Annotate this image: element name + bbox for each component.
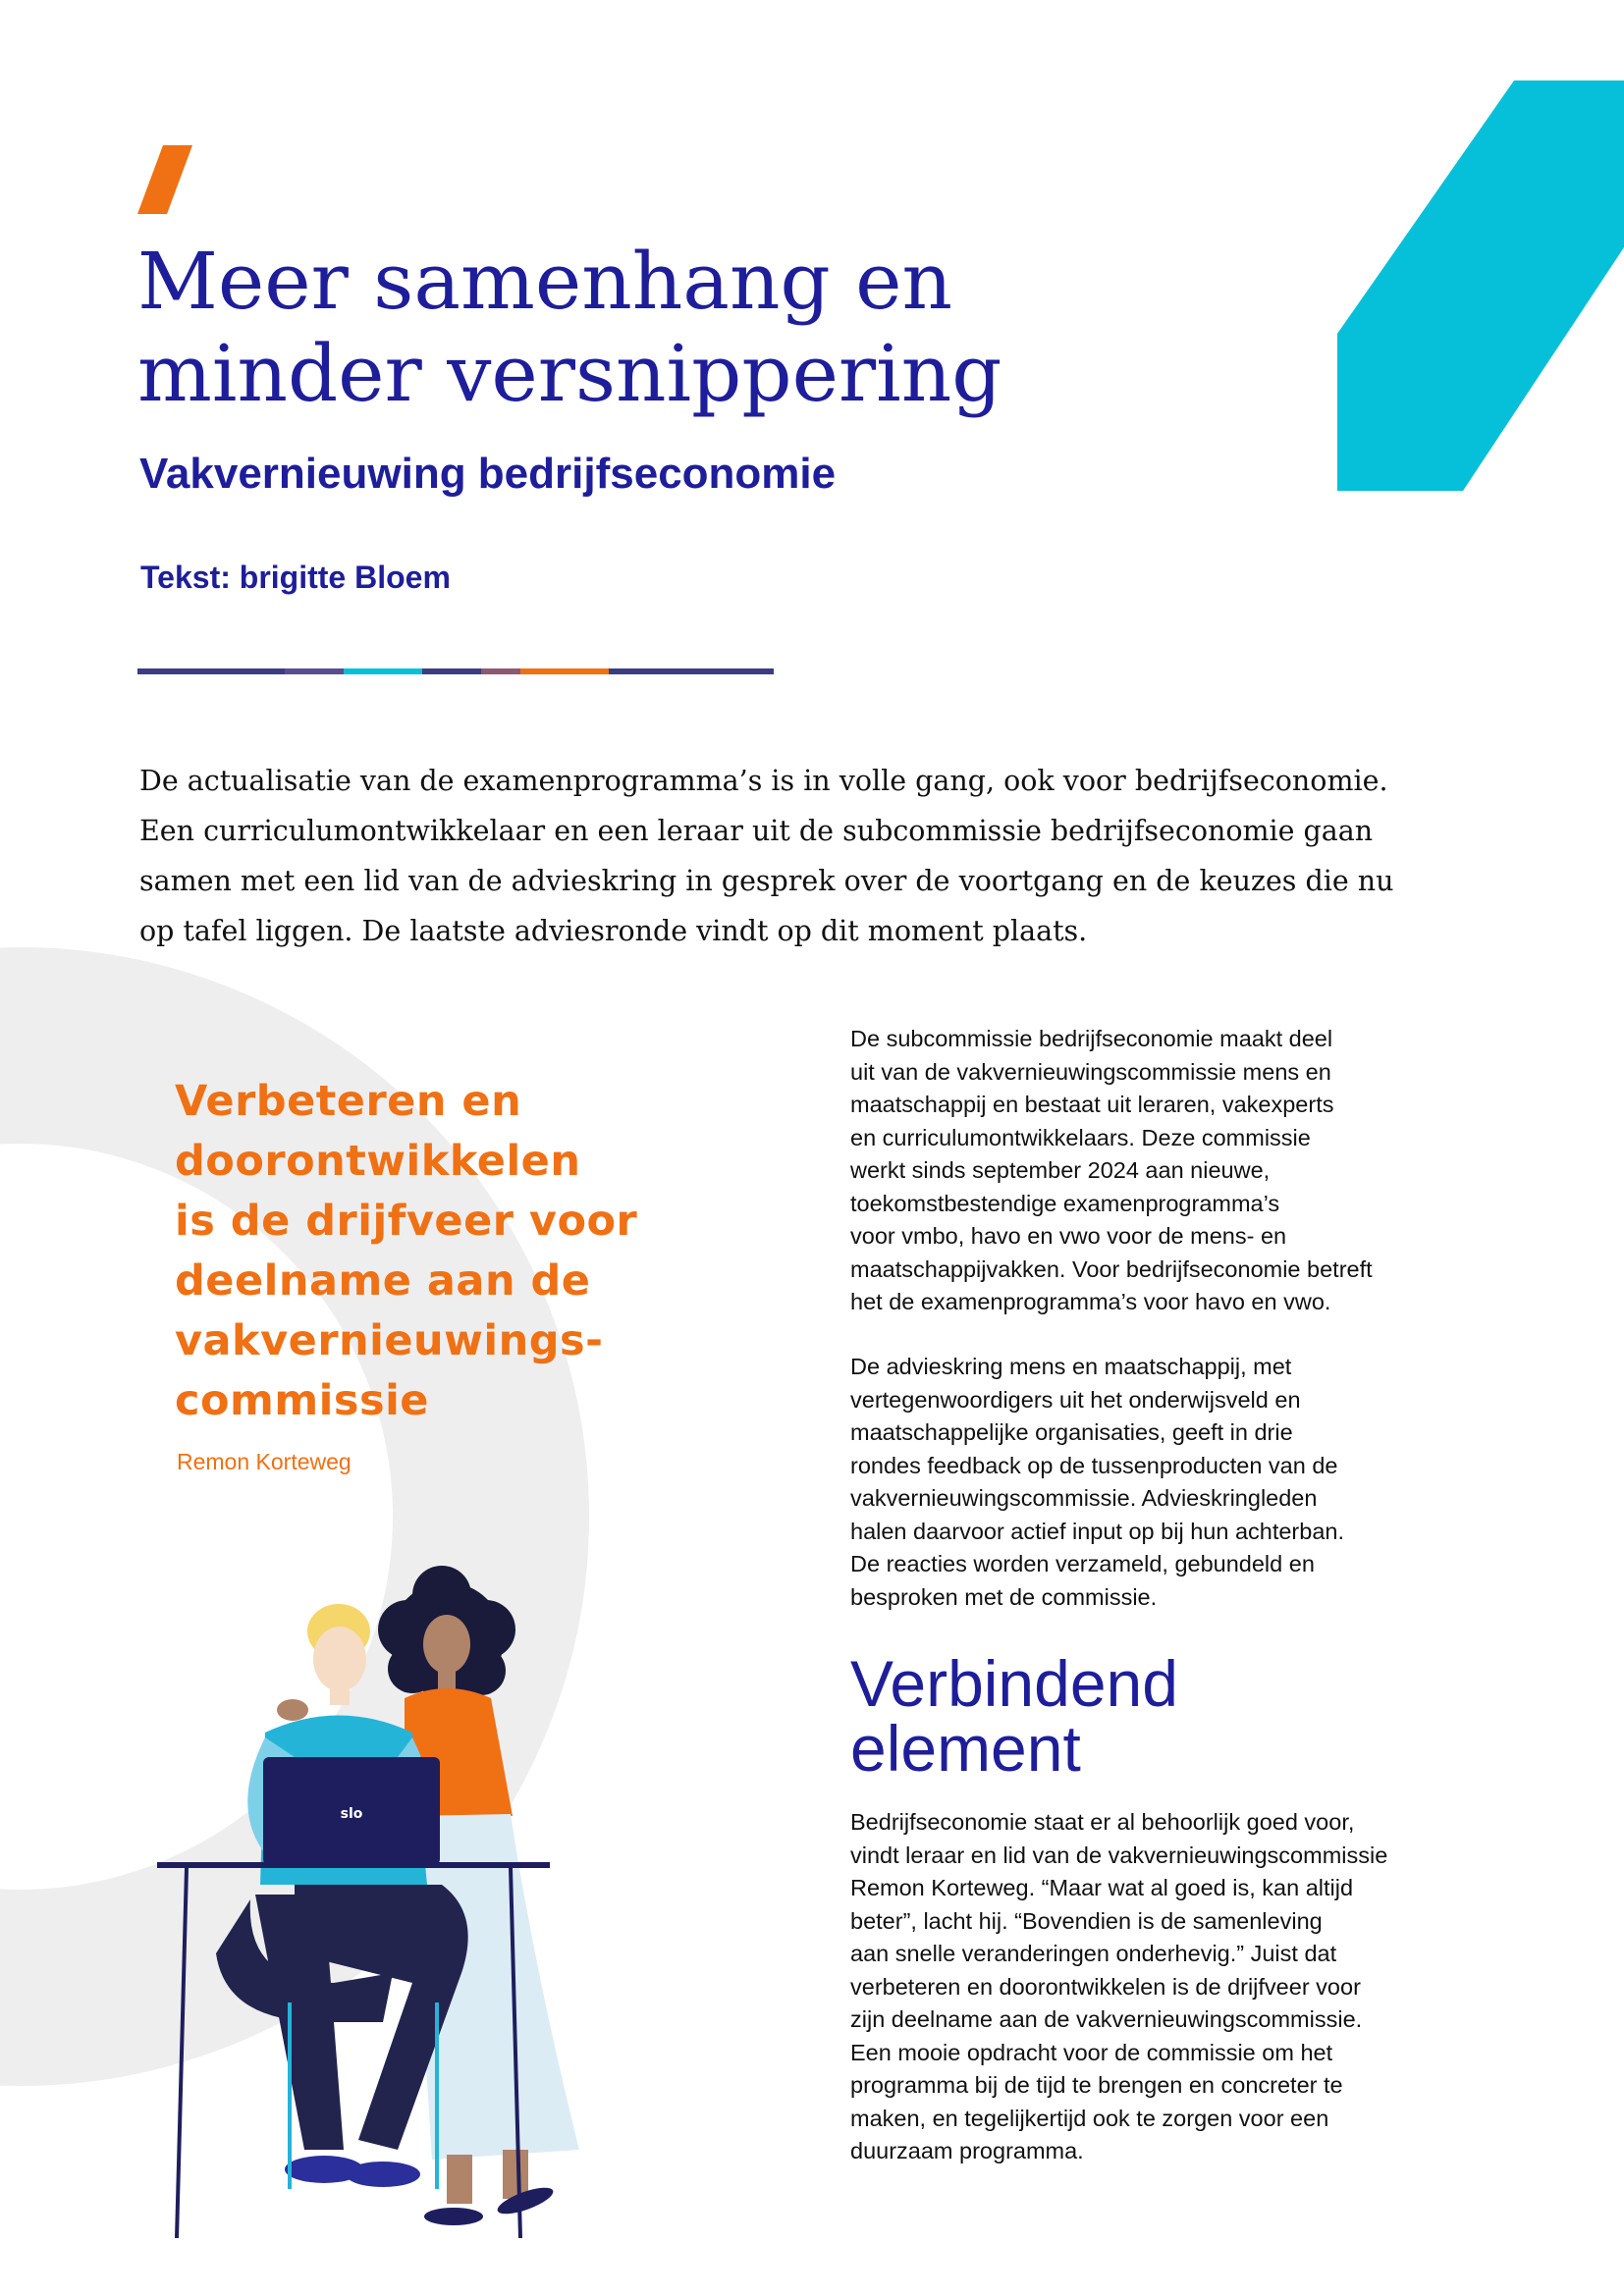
body-line: De subcommissie bedrijfseconomie maakt deel xyxy=(850,1026,1333,1051)
body-line: maken, en tegelijkertijd ook te zorgen voor een xyxy=(850,2105,1329,2131)
laptop xyxy=(263,1757,440,1865)
orange-slash-accent xyxy=(137,145,196,214)
body-paragraph-1 xyxy=(850,1023,1489,1319)
body-line: en curriculumontwikkelaars. Deze commissie xyxy=(850,1124,1311,1150)
body-line: het de examenprogramma’s voor havo en vwo. xyxy=(850,1289,1331,1314)
body-line: De reacties worden verzameld, gebundeld en xyxy=(850,1551,1315,1576)
quote-line: Verbeteren en xyxy=(175,1077,522,1126)
body-line: halen daarvoor actief input op bij hun achterban. xyxy=(850,1518,1344,1544)
quote-line: vakvernieuwings- xyxy=(175,1316,604,1365)
intro-line: Een curriculumontwikkelaar en een leraar uit de subcommissie bedrijfseconomie gaan xyxy=(139,815,1374,847)
body-line: vakvernieuwingscommissie. Advieskringleden xyxy=(850,1485,1318,1511)
quote-line: commissie xyxy=(175,1376,429,1425)
body-paragraph-2 xyxy=(850,1351,1489,1614)
body-line: maatschappij en bestaat uit leraren, vakexperts xyxy=(850,1092,1334,1117)
body-line: vindt leraar en lid van de vakvernieuwingscommissie xyxy=(850,1842,1388,1868)
intro-line: samen met een lid van de advieskring in gesprek over de voortgang en de keuzes die nu xyxy=(139,865,1394,897)
people-at-laptop-illustration xyxy=(147,1561,599,2238)
cyan-corner-shape xyxy=(1337,80,1624,491)
body-line: zijn deelname aan de vakvernieuwingscommissie. xyxy=(850,2006,1363,2032)
body-line: verbeteren en doorontwikkelen is de drijfveer voor xyxy=(850,1973,1361,2000)
body-line: Een mooie opdracht voor de commissie om het xyxy=(850,2039,1333,2065)
quote-author: Remon Korteweg xyxy=(177,1449,352,1474)
body-line: maatschappijvakken. Voor bedrijfseconomie betreft xyxy=(850,1255,1373,1282)
body-line: programma bij de tijd te brengen en concreter te xyxy=(850,2072,1343,2098)
body-line: Remon Korteweg. “Maar wat al goed is, kan altijd xyxy=(850,1875,1354,1900)
subtitle: Vakvernieuwing bedrijfseconomie xyxy=(139,450,837,498)
body-line: werkt sinds september 2024 aan nieuwe, xyxy=(850,1157,1271,1183)
man-legs xyxy=(216,1885,468,2189)
body-line: beter”, lacht hij. “Bovendien is de samenleving xyxy=(850,1907,1323,1934)
body-line: Bedrijfseconomie staat er al behoorlijk goed voor, xyxy=(850,1809,1355,1835)
header-divider xyxy=(137,668,774,674)
section-heading-line: element xyxy=(850,1712,1081,1785)
body-paragraph-3 xyxy=(850,1806,1489,2168)
title-line: minder versnippering xyxy=(137,328,1002,419)
quote-line: deelname aan de xyxy=(175,1256,591,1306)
laptop-logo: slo xyxy=(340,1806,363,1822)
intro-paragraph xyxy=(139,756,1494,956)
quote-line: doorontwikkelen xyxy=(175,1137,581,1186)
page-title xyxy=(137,236,1001,420)
section-heading-line: Verbindend xyxy=(850,1647,1178,1720)
body-line: maatschappelijke organisaties, geeft in drie xyxy=(850,1419,1293,1445)
body-line: voor vmbo, havo en vwo voor de mens- en xyxy=(850,1223,1287,1249)
quote-line: is de drijfveer voor xyxy=(175,1197,638,1246)
body-line: aan snelle veranderingen onderhevig.” Juist dat xyxy=(850,1941,1337,1966)
body-line: duurzaam programma. xyxy=(850,2138,1084,2163)
body-line: rondes feedback op de tussenproducten van de xyxy=(850,1452,1338,1478)
body-line: besproken met de commissie. xyxy=(850,1583,1158,1610)
intro-line: op tafel liggen. De laatste adviesronde vindt op dit moment plaats. xyxy=(139,915,1088,947)
byline: Tekst: brigitte Bloem xyxy=(140,560,451,595)
intro-line: De actualisatie van de examenprogramma’s is in volle gang, ook voor bedrijfseconomie. xyxy=(139,765,1388,797)
pull-quote xyxy=(175,1072,725,1431)
body-line: vertegenwoordigers uit het onderwijsveld en xyxy=(850,1386,1301,1413)
section-heading xyxy=(850,1647,1178,1785)
body-line: uit van de vakvernieuwingscommissie mens en xyxy=(850,1058,1331,1085)
title-line: Meer samenhang en xyxy=(137,236,952,327)
body-line: De advieskring mens en maatschappij, met xyxy=(850,1354,1292,1379)
body-line: toekomstbestendige examenprogramma’s xyxy=(850,1190,1280,1216)
